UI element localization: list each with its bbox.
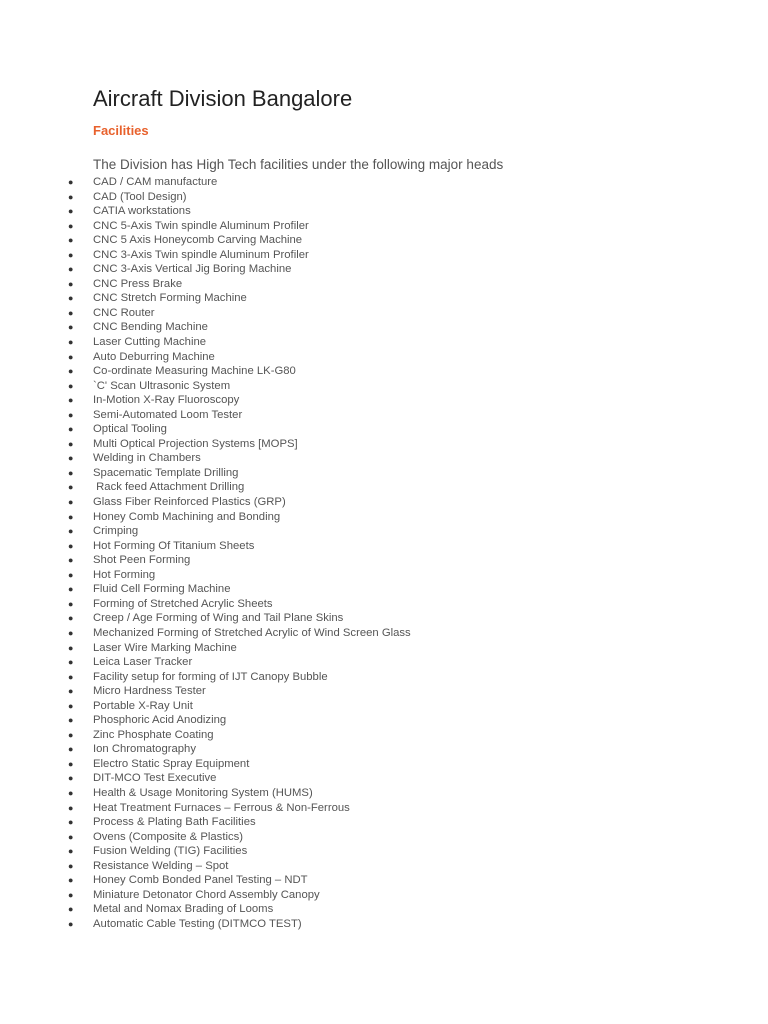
bullet-icon: ● [68,889,74,900]
list-item [0,524,768,539]
list-item [0,495,768,510]
list-item-label: Hot Forming [93,568,156,581]
list-item-label: CNC 5 Axis Honeycomb Carving Machine [93,234,303,247]
bullet-icon: ● [68,569,74,580]
bullet-icon: ● [68,831,74,842]
list-item-label: Heat Treatment Furnaces – Ferrous & Non-Ferrous [93,801,350,814]
list-item [0,568,768,583]
list-item [0,859,768,874]
list-item-label: CNC 5-Axis Twin spindle Aluminum Profiler [93,219,309,232]
list-item-label: In-Motion X-Ray Fluoroscopy [93,394,240,407]
bullet-icon: ● [68,526,74,537]
bullet-icon: ● [68,540,74,551]
bullet-icon: ● [68,351,74,362]
list-item-label: Automatic Cable Testing (DITMCO TEST) [93,917,302,930]
list-item [0,320,768,335]
list-item [0,655,768,670]
list-item-label: DIT-MCO Test Executive [93,772,217,785]
list-item [0,684,768,699]
bullet-icon: ● [68,409,74,420]
bullet-icon: ● [68,598,74,609]
list-item [0,670,768,685]
list-item [0,699,768,714]
list-item [0,539,768,554]
list-item-label: Hot Forming Of Titanium Sheets [93,539,255,552]
bullet-icon: ● [68,918,74,929]
list-item-label: Spacematic Template Drilling [93,466,239,479]
bullet-icon: ● [68,613,74,624]
bullet-icon: ● [68,715,74,726]
list-item [0,611,768,626]
bullet-icon: ● [68,860,74,871]
list-item-label: Miniature Detonator Chord Assembly Canopy [93,888,320,901]
list-item-label: Metal and Nomax Brading of Looms [93,903,274,916]
list-item-label: Creep / Age Forming of Wing and Tail Plane Skins [93,612,344,625]
list-item [0,335,768,350]
list-item [0,771,768,786]
bullet-icon: ● [68,293,74,304]
bullet-icon: ● [68,584,74,595]
bullet-icon: ● [68,875,74,886]
bullet-icon: ● [68,438,74,449]
list-item-label: Mechanized Forming of Stretched Acrylic of Wind Screen Glass [93,626,411,639]
list-item-label: Ovens (Composite & Plastics) [93,830,244,843]
bullet-icon: ● [68,366,74,377]
list-item-label: Resistance Welding – Spot [93,859,229,872]
list-item [0,582,768,597]
list-item [0,713,768,728]
list-item-label: Fluid Cell Forming Machine [93,583,231,596]
list-item [0,466,768,481]
bullet-icon: ● [68,497,74,508]
list-item [0,902,768,917]
list-item-label: Honey Comb Machining and Bonding [93,510,281,523]
bullet-icon: ● [68,264,74,275]
bullet-icon: ● [68,249,74,260]
list-item-label: Zinc Phosphate Coating [93,728,214,741]
bullet-icon: ● [68,380,74,391]
list-item [0,742,768,757]
list-item [0,757,768,772]
list-item [0,844,768,859]
list-item [0,175,768,190]
list-item [0,728,768,743]
section-heading-facilities: Facilities [93,123,149,138]
list-item-label: CNC Bending Machine [93,321,208,334]
bullet-icon: ● [68,671,74,682]
bullet-icon: ● [68,424,74,435]
list-item [0,408,768,423]
list-item [0,480,768,495]
list-item [0,510,768,525]
list-item-label: CAD (Tool Design) [93,190,187,203]
bullet-icon: ● [68,511,74,522]
list-item [0,437,768,452]
list-item-label: Rack feed Attachment Drilling [93,481,245,494]
bullet-icon: ● [68,686,74,697]
list-item-label: Auto Deburring Machine [93,350,215,363]
list-item-label: Process & Plating Bath Facilities [93,816,256,829]
bullet-icon: ● [68,307,74,318]
list-item [0,350,768,365]
list-item [0,364,768,379]
list-item [0,306,768,321]
list-item-label: Health & Usage Monitoring System (HUMS) [93,786,313,799]
list-item [0,830,768,845]
list-item [0,291,768,306]
list-item [0,786,768,801]
list-item-label: Ion Chromatography [93,743,196,756]
list-item-label: Facility setup for forming of IJT Canopy Bubble [93,670,328,683]
list-item-label: Laser Cutting Machine [93,336,207,349]
bullet-icon: ● [68,846,74,857]
bullet-icon: ● [68,773,74,784]
list-item-label: Micro Hardness Tester [93,685,206,698]
list-item-label: Welding in Chambers [93,452,201,465]
bullet-icon: ● [68,453,74,464]
list-item [0,219,768,234]
list-item-label: CNC 3-Axis Vertical Jig Boring Machine [93,263,292,276]
bullet-icon: ● [68,337,74,348]
list-item [0,626,768,641]
bullet-icon: ● [68,729,74,740]
list-item-label: CNC Router [93,306,155,319]
bullet-icon: ● [68,657,74,668]
list-item-label: CAD / CAM manufacture [93,176,218,188]
list-item-label: Leica Laser Tracker [93,656,193,669]
bullet-icon: ● [68,627,74,638]
list-item [0,277,768,292]
list-item [0,190,768,205]
bullet-icon: ● [68,482,74,493]
bullet-icon: ● [68,322,74,333]
bullet-icon: ● [68,206,74,217]
list-item [0,233,768,248]
list-item [0,451,768,466]
bullet-icon: ● [68,744,74,755]
list-item-label: Glass Fiber Reinforced Plastics (GRP) [93,496,286,509]
list-item-label: Portable X-Ray Unit [93,699,193,712]
bullet-icon: ● [68,395,74,406]
list-item-label: Honey Comb Bonded Panel Testing – NDT [93,874,308,887]
list-item [0,815,768,830]
bullet-icon: ● [68,555,74,566]
list-item [0,422,768,437]
list-item-label: CNC Stretch Forming Machine [93,292,247,305]
list-item [0,917,768,932]
list-item [0,888,768,903]
list-item-label: Multi Optical Projection Systems [MOPS] [93,437,298,450]
bullet-icon: ● [68,787,74,798]
facility-list [0,175,768,931]
intro-paragraph: The Division has High Tech facilities under the following major heads [93,157,504,172]
list-item [0,262,768,277]
list-item-label: CNC Press Brake [93,277,183,290]
list-item-label: CNC 3-Axis Twin spindle Aluminum Profiler [93,248,309,261]
list-item-label: CATIA workstations [93,205,191,218]
bullet-icon: ● [68,220,74,231]
list-item-label: Electro Static Spray Equipment [93,757,250,770]
list-item [0,393,768,408]
list-item-label: Optical Tooling [93,423,167,436]
list-item [0,379,768,394]
bullet-icon: ● [68,467,74,478]
list-item [0,873,768,888]
list-item-label: Laser Wire Marking Machine [93,641,237,654]
bullet-icon: ● [68,758,74,769]
list-item [0,248,768,263]
list-item-label: Fusion Welding (TIG) Facilities [93,845,248,858]
bullet-icon: ● [68,235,74,246]
list-item [0,641,768,656]
list-item-label: Shot Peen Forming [93,554,191,567]
bullet-icon: ● [68,802,74,813]
bullet-icon: ● [68,817,74,828]
list-item-label: Forming of Stretched Acrylic Sheets [93,597,273,610]
bullet-icon: ● [68,904,74,915]
bullet-icon: ● [68,177,74,187]
list-item-label: Crimping [93,525,139,538]
page-title: Aircraft Division Bangalore [93,86,353,111]
list-item-label: `C' Scan Ultrasonic System [93,379,231,392]
bullet-icon: ● [68,700,74,711]
bullet-icon: ● [68,278,74,289]
list-item [0,801,768,816]
list-item-label: Semi-Automated Loom Tester [93,408,243,421]
bullet-icon: ● [68,642,74,653]
list-item [0,553,768,568]
list-item [0,204,768,219]
list-item-label: Phosphoric Acid Anodizing [93,714,227,727]
bullet-icon: ● [68,191,74,202]
list-item [0,597,768,612]
list-item-label: Co-ordinate Measuring Machine LK-G80 [93,365,296,378]
